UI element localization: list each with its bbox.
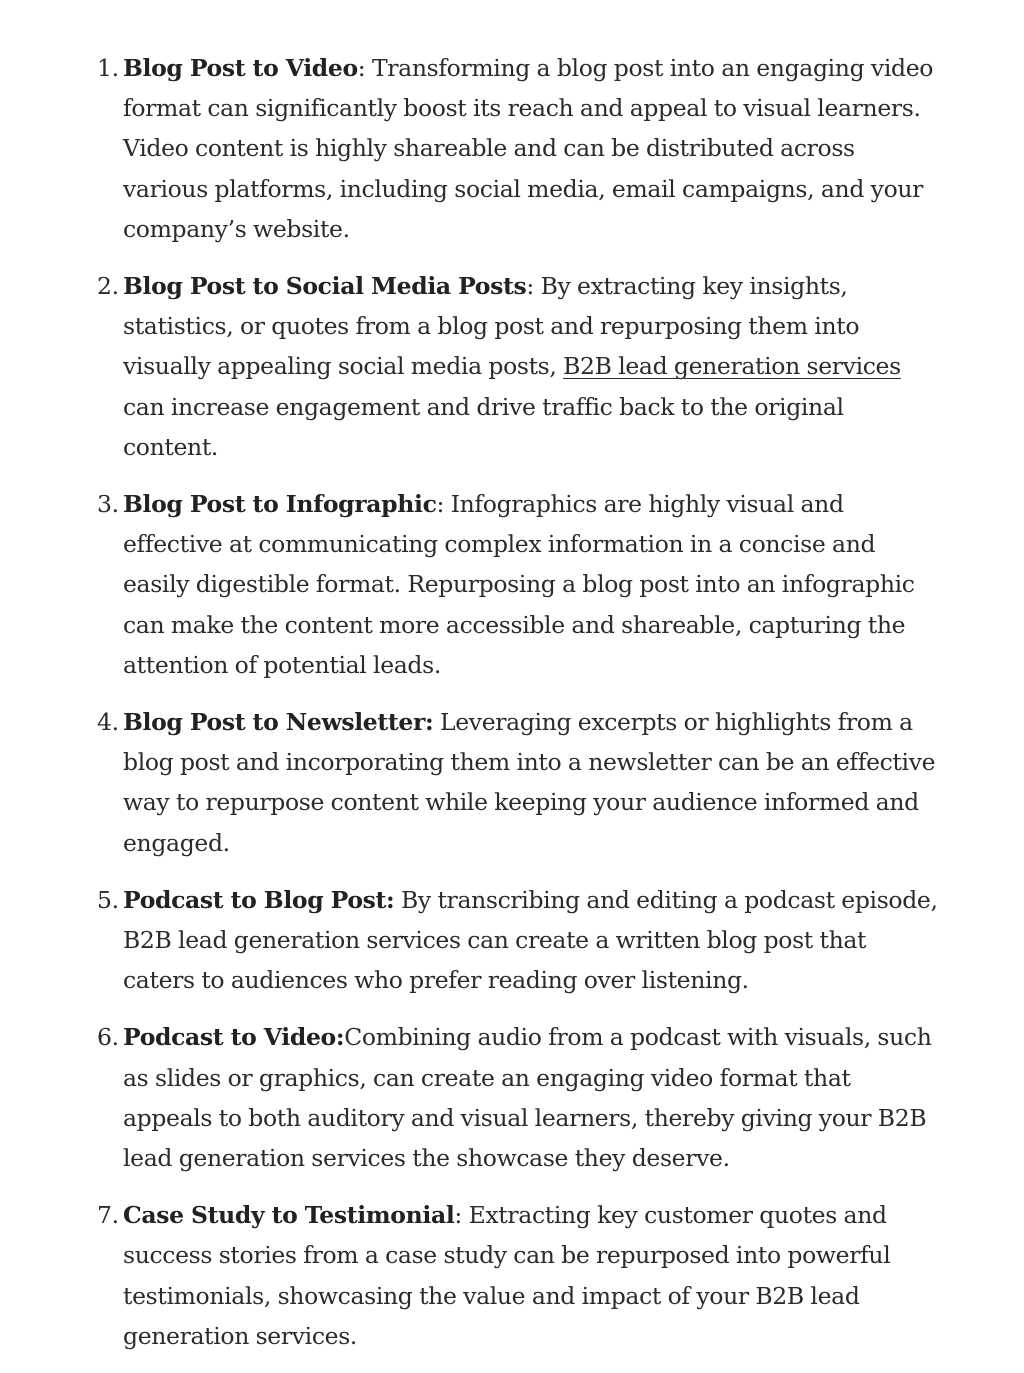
item-title: Podcast to Video:	[123, 1023, 345, 1052]
item-number: 1.	[97, 54, 119, 82]
item-title: Blog Post to Video	[123, 54, 358, 82]
item-text: Leveraging excerpts or highlights from a blog post and incorporating them into a newsletter can be an effective way to repurpose content while keeping your audience informed and engaged.	[123, 708, 936, 857]
list-item	[0, 484, 1024, 685]
item-title: Podcast to Blog Post:	[123, 885, 395, 914]
item-number: 4.	[97, 708, 119, 737]
item-title: Blog Post to Social Media Posts	[123, 272, 527, 301]
repurposing-list	[0, 48, 1024, 1373]
item-text: : By extracting key insights, statistics, or quotes from a blog post and repurposing them into visually appealing social media posts,	[123, 272, 860, 381]
item-text: By transcribing and editing a podcast episode, B2B lead generation services can create a written blog post that caters to audiences who prefer reading over listening.	[123, 885, 938, 995]
item-text: can increase engagement and drive traffic back to the original content.	[123, 392, 844, 461]
list-item	[0, 880, 1024, 1001]
list-item	[0, 48, 1024, 249]
item-text: : Extracting key customer quotes and success stories from a case study can be repurposed into powerful testimonials, showcasing the value and impact of your B2B lead generation services.	[123, 1201, 891, 1350]
item-text: : Infographics are highly visual and effective at communicating complex information in a concise and easily digestible format. Repurposing a blog post into an infographic can make the content more accessible and shareable, capturing the attention of potential leads.	[123, 490, 915, 679]
item-title: Case Study to Testimonial	[123, 1201, 455, 1230]
item-number: 3.	[97, 490, 119, 519]
list-item	[0, 702, 1024, 863]
item-title: Blog Post to Infographic	[123, 490, 437, 519]
list-item	[0, 1195, 1024, 1356]
list-item	[0, 266, 1024, 467]
b2b-lead-generation-link[interactable]: B2B lead generation services	[563, 352, 901, 381]
item-number: 5.	[97, 885, 119, 914]
list-item	[0, 1017, 1024, 1178]
item-number: 6.	[97, 1023, 119, 1052]
item-title: Blog Post to Newsletter:	[123, 708, 434, 737]
item-text: : Transforming a blog post into an engaging video format can significantly boost its reach and appeal to visual learners. Video content is highly shareable and can be distributed across various platforms, including social media, email campaigns, and your company’s website.	[123, 54, 934, 243]
item-number: 2.	[97, 272, 119, 301]
item-text: Combining audio from a podcast with visuals, such as slides or graphics, can create an engaging video format that appeals to both auditory and visual learners, thereby giving your B2B lead generation services the showcase they deserve.	[123, 1023, 932, 1173]
item-number: 7.	[97, 1201, 119, 1230]
